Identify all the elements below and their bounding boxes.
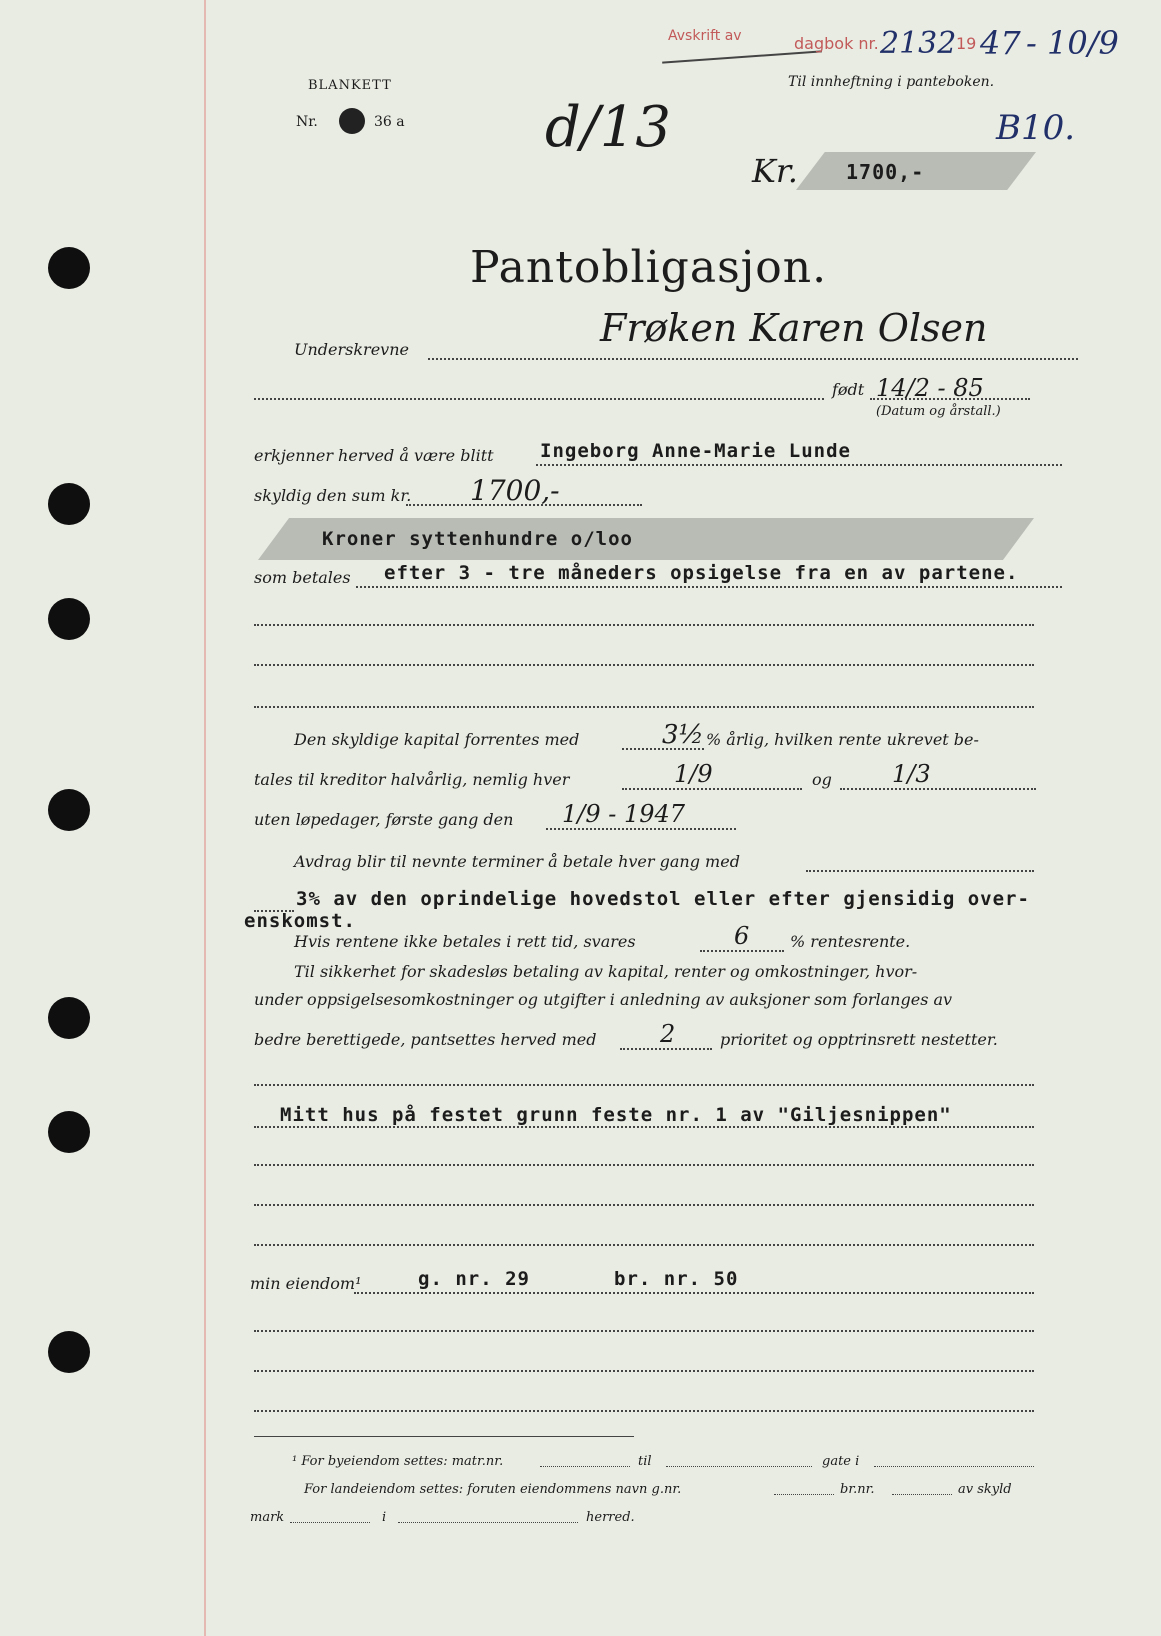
- ref-mark: B10.: [996, 108, 1076, 148]
- footnote-line1-a: ¹ For byeiendom settes: matr.nr.: [292, 1454, 504, 1469]
- born-date: 14/2 - 85: [876, 374, 984, 402]
- copy-stamp: Avskrift av: [668, 28, 742, 44]
- rente-label: Hvis rentene ikke betales i rett tid, svares: [294, 932, 636, 951]
- footnote-line3-c: herred.: [586, 1510, 635, 1525]
- owes-amount: 1700,-: [470, 474, 560, 507]
- dotted-line: [546, 828, 736, 830]
- blankett-label: BLANKETT: [308, 78, 392, 93]
- undersigned-label: Underskrevne: [294, 340, 409, 359]
- dotted-line: [254, 706, 1034, 708]
- dotted-line: [840, 788, 1036, 790]
- eiendom-label: min eiendom¹: [250, 1274, 362, 1293]
- dotted-line: [254, 1244, 1034, 1246]
- payable-label: som betales: [254, 568, 351, 587]
- dotted-line: [254, 1370, 1034, 1372]
- dotted-line: [254, 1330, 1034, 1332]
- punch-hole: [48, 789, 90, 831]
- date-hand: - 10/9: [1026, 24, 1119, 62]
- footnote-line3-a: mark: [250, 1510, 285, 1525]
- dotted-line: [356, 586, 1062, 588]
- emblem-icon: [339, 108, 365, 134]
- security-line-1: Til sikkerhet for skadesløs betaling av kapital, renter og omkostninger, hvor-: [294, 962, 918, 981]
- dagbok-label: dagbok nr.: [794, 34, 879, 53]
- payable-text: efter 3 - tre måneders opsigelse fra en av partene.: [384, 562, 1019, 584]
- avdrag-text-1: 3% av den oprindelige hovedstol eller efter gjensidig over-: [296, 888, 1030, 910]
- gnr-text: g. nr. 29: [418, 1268, 530, 1290]
- document-title: Pantobligasjon.: [470, 242, 828, 293]
- born-label: født: [832, 380, 865, 399]
- dotted-line: [290, 1522, 370, 1523]
- security-line-2: under oppsigelsesomkostninger og utgifter i anledning av auksjoner som forlanges av: [254, 990, 953, 1009]
- amount-words: Kroner syttenhundre o/loo: [322, 528, 633, 550]
- rente-rate: 6: [734, 922, 750, 950]
- acknowledge-label: erkjenner herved å være blitt: [254, 446, 494, 465]
- interest-rate: 3½: [662, 720, 704, 750]
- first-date: 1/9 - 1947: [562, 800, 686, 828]
- dotted-line: [354, 1292, 1034, 1294]
- undersigned-name: Frøken Karen Olsen: [600, 306, 988, 350]
- nr-label: Nr.: [296, 114, 318, 130]
- dotted-line: [254, 398, 824, 400]
- interest-rest: % årlig, hvilken rente ukrevet be-: [706, 730, 979, 749]
- dotted-line: [254, 1126, 1034, 1128]
- dotted-line: [620, 1048, 712, 1050]
- dagbok-number: 2132: [880, 26, 957, 61]
- security-line-3: bedre berettigede, pantsettes herved med: [254, 1030, 597, 1049]
- dotted-line: [536, 464, 1062, 466]
- rente-rest: % rentesrente.: [790, 932, 911, 951]
- dotted-line: [700, 950, 784, 952]
- punch-hole: [48, 1111, 90, 1153]
- footnote-rule: [254, 1436, 634, 1437]
- kr-amount: 1700,-: [846, 160, 925, 184]
- dotted-line: [254, 1084, 1034, 1086]
- avdrag-text-2: enskomst.: [244, 910, 356, 932]
- born-hint: (Datum og årstall.): [876, 404, 1001, 419]
- og-label: og: [812, 770, 832, 789]
- punch-hole: [48, 1331, 90, 1373]
- dotted-line: [398, 1522, 578, 1523]
- term-1: 1/9: [674, 760, 713, 788]
- binding-note: Til innheftning i panteboken.: [788, 74, 995, 90]
- punch-hole: [48, 997, 90, 1039]
- footnote-line2-b: br.nr.: [840, 1482, 875, 1497]
- dotted-line: [622, 788, 802, 790]
- owes-label: skyldig den sum kr.: [254, 486, 412, 505]
- punch-hole: [48, 483, 90, 525]
- dotted-line: [774, 1494, 834, 1495]
- dotted-line: [428, 358, 1078, 360]
- folio-mark: d/13: [545, 95, 671, 160]
- footnote-line1-b: til: [638, 1454, 652, 1469]
- security-line-4: prioritet og opptrinsrett nestetter.: [720, 1030, 998, 1049]
- margin-rule: [204, 0, 206, 1636]
- year-hand: 47: [980, 24, 1021, 62]
- footnote-line1-c: gate i: [822, 1454, 860, 1469]
- property-text: Mitt hus på festet grunn feste nr. 1 av "Giljesnippen": [280, 1104, 952, 1126]
- dotted-line: [540, 1466, 630, 1467]
- punch-hole: [48, 598, 90, 640]
- kr-label: Kr.: [752, 152, 798, 190]
- paid-label: tales til kreditor halvårlig, nemlig hver: [254, 770, 570, 789]
- interest-label: Den skyldige kapital forrentes med: [294, 730, 580, 749]
- form-number: 36 a: [374, 114, 405, 130]
- brnr-text: br. nr. 50: [614, 1268, 739, 1290]
- footnote-line2-c: av skyld: [958, 1482, 1012, 1497]
- footnote-line2-a: For landeiendom settes: foruten eiendommens navn g.nr.: [304, 1482, 682, 1497]
- dotted-line: [892, 1494, 952, 1495]
- creditor-name: Ingeborg Anne-Marie Lunde: [540, 440, 851, 462]
- dotted-line: [254, 624, 1034, 626]
- term-2: 1/3: [892, 760, 931, 788]
- footnote-line3-b: i: [382, 1510, 387, 1525]
- year-printed: 19: [956, 34, 977, 53]
- punch-hole: [48, 247, 90, 289]
- dotted-line: [254, 1164, 1034, 1166]
- dotted-line: [666, 1466, 812, 1467]
- dotted-line: [874, 1466, 1034, 1467]
- dotted-line: [806, 870, 1034, 872]
- dotted-line: [254, 1204, 1034, 1206]
- first-label: uten løpedager, første gang den: [254, 810, 514, 829]
- dotted-line: [254, 664, 1034, 666]
- priority-number: 2: [660, 1020, 676, 1048]
- avdrag-label: Avdrag blir til nevnte terminer å betale hver gang med: [294, 852, 740, 871]
- dotted-line: [254, 1410, 1034, 1412]
